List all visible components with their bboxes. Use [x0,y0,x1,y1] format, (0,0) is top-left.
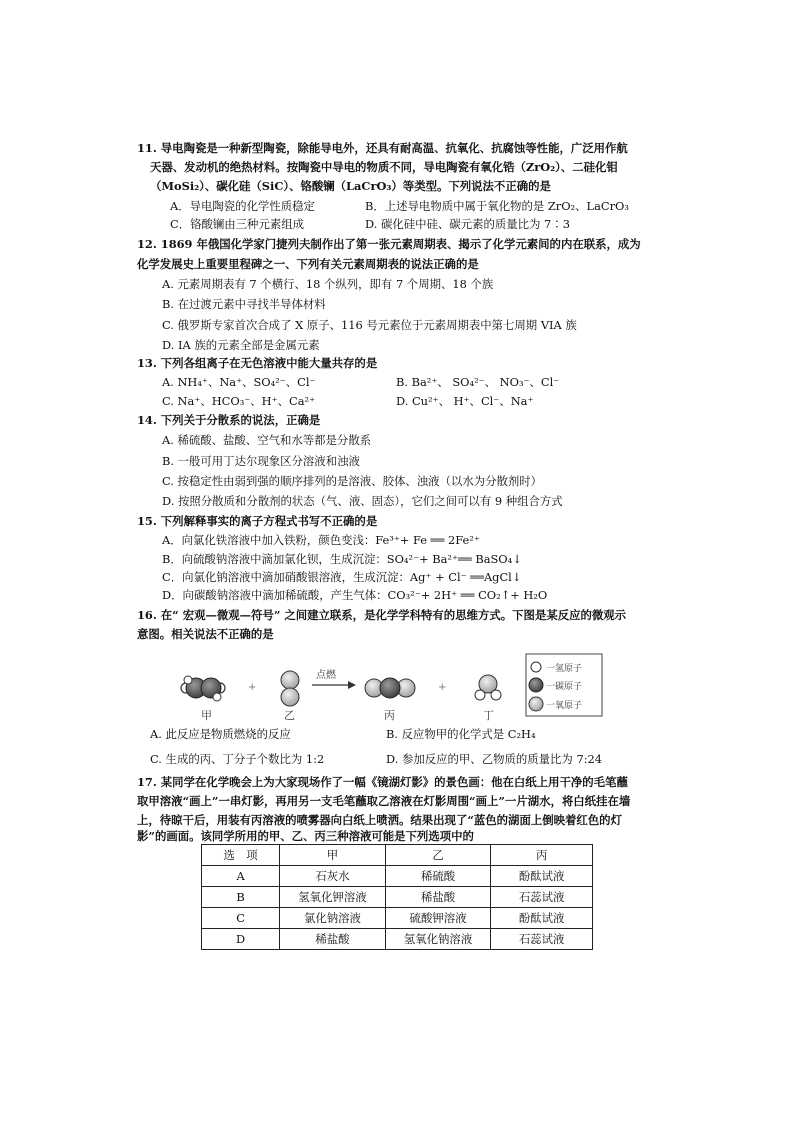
table-cell: D [202,929,280,950]
table-cell: B [202,887,280,908]
q14-option-b: B. 一般可用丁达尔现象区分溶液和浊液 [162,454,360,468]
table-cell: 氢氧化钾溶液 [280,887,386,908]
table-cell: 石蕊试液 [491,887,593,908]
q15-option-a: A．向氯化铁溶液中加入铁粉，颜色变浅：Fe³⁺+ Fe ══ 2Fe²⁺ [162,533,480,547]
q14-option-c: C. 按稳定性由弱到强的顺序排列的是溶液、胶体、浊液（以水为分散剂时） [162,474,543,488]
table-cell: 稀硫酸 [385,866,491,887]
table-header-row [202,845,593,866]
q12-option-b: B. 在过渡元素中寻找半导体材料 [162,297,326,311]
arrow-condition: 点燃 [316,670,336,681]
label-ding: 丁 [483,709,494,722]
legend-oxygen: 一氧原子 [546,701,583,711]
table-row [202,929,593,950]
table-cell: 稀盐酸 [385,887,491,908]
q11-stem-line3: （MoSi₂）、碳化硅（SiC）、铬酸镧（LaCrO₃）等类型。下列说法不正确的是 [150,179,551,193]
q11-stem-line1: 11. 导电陶瓷是一种新型陶瓷，除能导电外，还具有耐高温、抗氧化、抗腐蚀等性能，广泛用作航 [137,141,628,155]
table-cell: C [202,908,280,929]
q13-stem: 13. 下列各组离子在无色溶液中能大量共存的是 [137,356,378,370]
q11-option-d: D. 碳化硅中硅、碳元素的质量比为 7∶3 [365,217,570,231]
q12-option-d: D. IA 族的元素全部是金属元素 [162,338,320,352]
legend-hydrogen-icon [531,662,541,672]
plus-sign-2: + [438,682,447,693]
q17-stem-line3: 上，待晾干后，用装有丙溶液的喷雾器向白纸上喷洒。结果出现了“蓝色的湖面上倒映着红色的灯 [137,813,622,827]
q12-stem-line2: 化学发展史上重要里程碑之一、下列有关元素周期表的说法正确的是 [137,257,479,271]
q15-option-c: C．向氯化钠溶液中滴加硝酸银溶液，生成沉淀：Ag⁺ + Cl⁻ ══AgCl↓ [162,570,522,584]
table-header: 丙 [491,845,593,866]
molecule-bing [365,678,415,698]
q17-stem-line1: 17. 某同学在化学晚会上为大家现场作了一幅《镜湖灯影》的景色画：他在白纸上用干净的毛笔蘸 [137,775,628,789]
molecule-yi [281,671,299,706]
q13-option-a: A. NH₄⁺、Na⁺、SO₄²⁻、Cl⁻ [162,375,316,389]
q14-option-a: A. 稀硫酸、盐酸、空气和水等都是分散系 [162,433,372,447]
table-header: 甲 [280,845,386,866]
table-cell: A [202,866,280,887]
q11-option-b: B．上述导电物质中属于氧化物的是 ZrO₂、LaCrO₃ [365,199,629,213]
reaction-micro-diagram [170,648,610,724]
q12-option-a: A. 元素周期表有 7 个横行、18 个纵列，即有 7 个周期、18 个族 [162,277,494,291]
q12-option-c: C. 俄罗斯专家首次合成了 X 原子、116 号元素位于元素周期表中第七周期 VIA 族 [162,318,577,332]
q17-stem-line2: 取甲溶液“画上”一串灯影，再用另一支毛笔蘸取乙溶液在灯影周围“画上”一片湖水，将白纸挂在墙 [137,794,631,808]
q16-option-c: C. 生成的丙、丁分子个数比为 1:2 [150,752,325,766]
q11-option-a: A．导电陶瓷的化学性质稳定 [170,199,315,213]
legend-carbon-icon [529,678,543,692]
table-cell: 稀盐酸 [280,929,386,950]
q14-option-d: D. 按照分散质和分散剂的状态（气、液、固态），它们之间可以有 9 种组合方式 [162,494,563,508]
table-cell: 氯化钠溶液 [280,908,386,929]
arrow-head-icon [348,681,356,689]
q15-option-b: B．向硫酸钠溶液中滴加氯化钡，生成沉淀：SO₄²⁻+ Ba²⁺══ BaSO₄↓ [162,552,522,566]
q17-options-table [201,844,593,950]
q13-option-b: B. Ba²⁺、 SO₄²⁻、 NO₃⁻、Cl⁻ [396,375,560,389]
q12-stem-line1: 12. 1869 年俄国化学家门捷列夫制作出了第一张元素周期表、揭示了化学元素间的内在联系，成为 [137,237,641,251]
q16-option-d: D. 参加反应的甲、乙物质的质量比为 7:24 [386,752,603,766]
q16-option-b: B. 反应物甲的化学式是 C₂H₄ [386,727,536,741]
q15-stem: 15. 下列解释事实的离子方程式书写不正确的是 [137,514,378,528]
legend-oxygen-icon [529,697,543,711]
q13-option-d: D. Cu²⁺、 H⁺、Cl⁻、Na⁺ [396,394,534,408]
q11-stem-line2: 天器、发动机的绝热材料。按陶瓷中导电的物质不同，导电陶瓷有氧化锆（ZrO₂）、二硅化钼 [150,160,618,174]
table-cell: 酚酞试液 [491,908,593,929]
table-cell: 硫酸钾溶液 [385,908,491,929]
label-bing: 丙 [384,709,395,722]
q17-stem-line4: 影”的画面。该同学所用的甲、乙、丙三种溶液可能是下列选项中的 [137,829,474,843]
molecule-jia [181,676,225,701]
label-jia: 甲 [201,709,212,722]
q13-option-c: C. Na⁺、HCO₃⁻、H⁺、Ca²⁺ [162,394,316,408]
table-cell: 氢氧化钠溶液 [385,929,491,950]
table-header: 选 项 [202,845,280,866]
q16-stem-line1: 16. 在“ 宏观—微观—符号” 之间建立联系，是化学学科特有的思维方式。下图是某反应的微观示 [137,608,627,622]
q14-stem: 14. 下列关于分散系的说法，正确是 [137,413,321,427]
q11-option-c: C．铬酸镧由三种元素组成 [170,217,305,231]
legend-carbon: 一碳原子 [546,682,583,692]
table-cell: 石灰水 [280,866,386,887]
label-yi: 乙 [284,709,295,722]
table-cell: 石蕊试液 [491,929,593,950]
table-cell: 酚酞试液 [491,866,593,887]
q15-option-d: D．向碳酸钠溶液中滴加稀硫酸，产生气体：CO₃²⁻+ 2H⁺ ══ CO₂↑+ H₂O [162,588,548,602]
table-row [202,908,593,929]
q16-stem-line2: 意图。相关说法不正确的是 [137,627,274,641]
table-row [202,887,593,908]
molecule-ding [475,675,501,700]
q16-option-a: A. 此反应是物质燃烧的反应 [150,727,291,741]
table-header: 乙 [385,845,491,866]
legend-hydrogen: 一氢原子 [546,664,583,674]
table-row [202,866,593,887]
plus-sign: + [248,682,257,693]
